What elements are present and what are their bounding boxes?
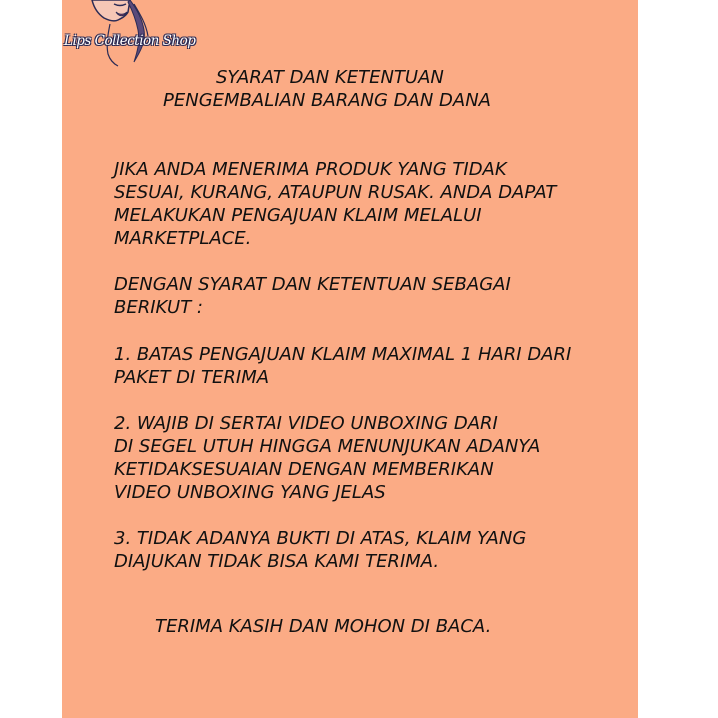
paragraph-line: BERIKUT : xyxy=(114,297,203,318)
paragraph-line: DI SEGEL UTUH HINGGA MENUNJUKAN ADANYA xyxy=(114,436,541,457)
paragraph-line: KETIDAKSESUAIAN DENGAN MEMBERIKAN xyxy=(114,459,494,480)
paragraph-line: 3. TIDAK ADANYA BUKTI DI ATAS, KLAIM YANG xyxy=(114,528,527,549)
shop-logo xyxy=(64,0,204,70)
paragraph-line: DIAJUKAN TIDAK BISA KAMI TERIMA. xyxy=(114,551,440,572)
document-title-line: PENGEMBALIAN BARANG DAN DANA xyxy=(163,90,491,111)
paragraph-intro xyxy=(114,158,556,250)
paragraph-line: PAKET DI TERIMA xyxy=(114,367,270,388)
paragraph-rule-2 xyxy=(114,412,540,504)
paragraph-line: MELAKUKAN PENGAJUAN KLAIM MELALUI xyxy=(114,205,482,226)
paragraph-rule-3 xyxy=(114,527,526,573)
paragraph-line: JIKA ANDA MENERIMA PRODUK YANG TIDAK xyxy=(114,159,507,180)
paragraph-line: VIDEO UNBOXING YANG JELAS xyxy=(114,482,386,503)
logo-text: Lips Collection Shop xyxy=(64,33,196,49)
closing-note: TERIMA KASIH DAN MOHON DI BACA. xyxy=(155,616,492,637)
paragraph-line: 2. WAJIB DI SERTAI VIDEO UNBOXING DARI xyxy=(114,413,498,434)
paragraph-line: DENGAN SYARAT DAN KETENTUAN SEBAGAI xyxy=(114,274,511,295)
paragraph-line: MARKETPLACE. xyxy=(114,228,252,249)
paragraph-conditions-heading xyxy=(114,273,511,319)
paragraph-rule-1 xyxy=(114,343,571,389)
paragraph-line: 1. BATAS PENGAJUAN KLAIM MAXIMAL 1 HARI DARI xyxy=(114,344,572,365)
paragraph-line: SESUAI, KURANG, ATAUPUN RUSAK. ANDA DAPAT xyxy=(114,182,557,203)
document-title-line: SYARAT DAN KETENTUAN xyxy=(216,67,444,88)
